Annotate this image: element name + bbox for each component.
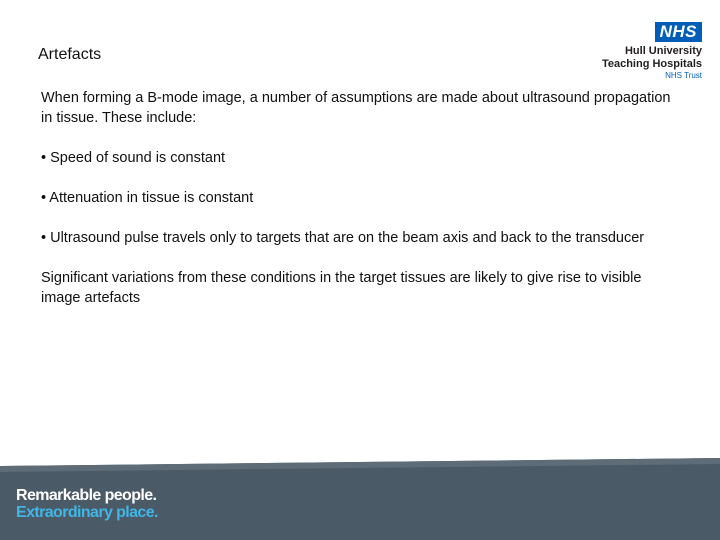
nhs-badge: NHS (655, 22, 702, 42)
bullet-beam-axis: • Ultrasound pulse travels only to targets that are on the beam axis and back to the transducer (41, 230, 645, 246)
footer-slogan-line2: Extraordinary place. (16, 504, 158, 521)
conclusion-paragraph: Significant variations from these conditions in the target tissues are likely to give rise to visible image artefacts (41, 270, 642, 306)
intro-paragraph: When forming a B-mode image, a number of assumptions are made about ultrasound propagation in tissue. These include: (41, 90, 671, 126)
footer-slogan-line1: Remarkable people. (16, 487, 157, 504)
slide-body (41, 88, 681, 328)
trust-name-line1: Hull University (624, 45, 702, 57)
nhs-logo (600, 22, 704, 90)
bullet-speed-of-sound: • Speed of sound is constant (41, 150, 226, 166)
trust-name-line2: Teaching Hospitals (601, 58, 702, 70)
trust-name-line3: NHS Trust (665, 71, 702, 80)
trust-name (602, 45, 702, 81)
footer-slogan (16, 487, 158, 521)
slide-title: Artefacts (38, 46, 102, 63)
bullet-attenuation: • Attenuation in tissue is constant (41, 190, 254, 206)
